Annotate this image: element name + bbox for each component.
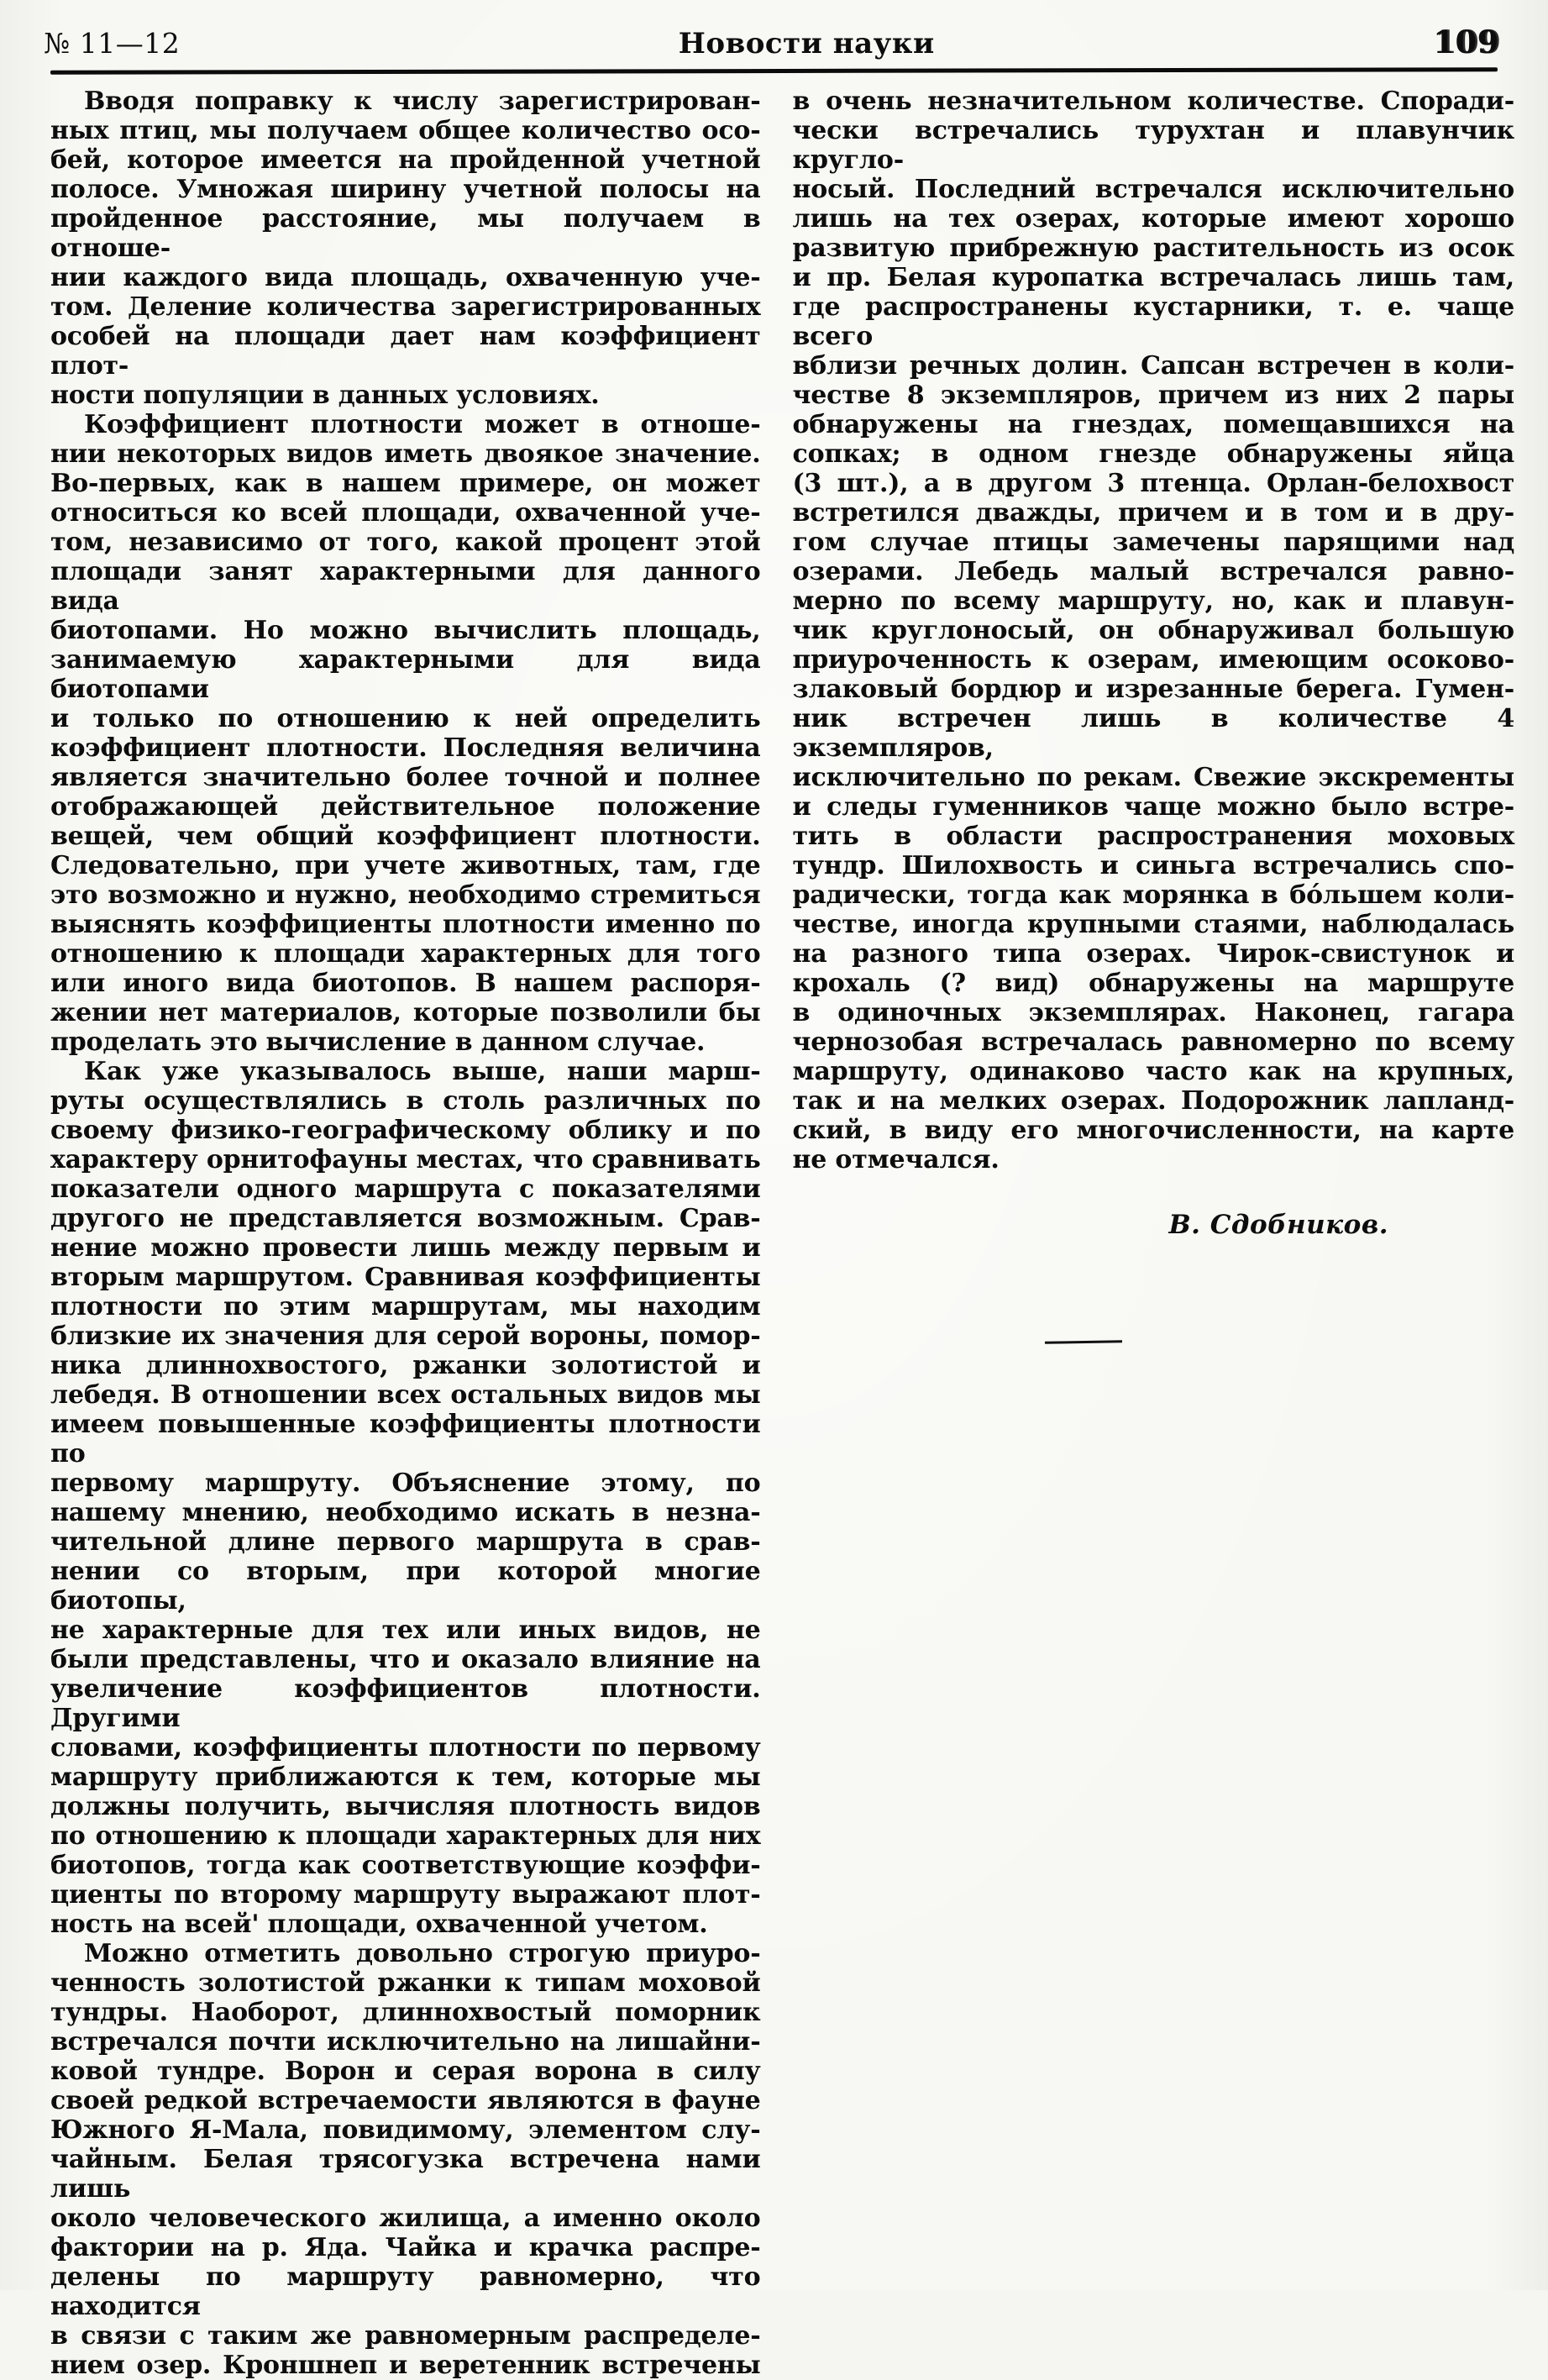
text-line: мерно по всему маршруту, но, как и плавун-	[792, 586, 1514, 616]
text-line: тундры. Наоборот, длиннохвостый поморник	[50, 1998, 761, 2027]
text-line: не отмечался.	[792, 1145, 1000, 1174]
author-signature: В. Сдобников.	[1168, 1210, 1388, 1240]
text-line: чески встречались турухтан и плавунчик кругло-	[792, 116, 1514, 175]
text-line: озерами. Лебедь малый встречался равно-	[792, 557, 1514, 586]
text-line: словами, коэффициенты плотности по первому	[50, 1733, 761, 1763]
text-line: маршруту, одинаково часто как на крупных,	[792, 1057, 1514, 1086]
text-line: своему физико-географическому облику и по	[50, 1116, 761, 1145]
text-line: крохаль (? вид) обнаружены на маршруте	[792, 969, 1514, 998]
text-line: и следы гуменников чаще можно было встре-	[792, 792, 1514, 822]
text-line: честве 8 экземпляров, причем из них 2 пары	[792, 381, 1514, 410]
text-line: по отношению к площади характерных для них	[50, 1821, 761, 1851]
text-line: Следовательно, при учете животных, там, где	[50, 851, 761, 880]
text-line: нашему мнению, необходимо искать в незна-	[50, 1498, 761, 1527]
text-line: фактории на р. Яда. Чайка и крачка распре-	[50, 2233, 761, 2262]
text-line: Во-первых, как в нашем примере, он может	[50, 469, 761, 498]
text-line: циенты по второму маршруту выражают плот-	[50, 1880, 761, 1910]
text-line: нием озер. Кроншнеп и веретенник встречены	[50, 2351, 761, 2380]
text-line: где распространены кустарники, т. е. чаще всего	[792, 292, 1514, 351]
text-line: нии некоторых видов иметь двоякое значение.	[50, 439, 761, 469]
text-line: Вводя поправку к числу зарегистрирован-	[84, 87, 761, 116]
text-line: маршруту приближаются к тем, которые мы	[50, 1763, 761, 1792]
text-line: пройденное расстояние, мы получаем в отноше-	[50, 204, 761, 263]
text-line: чернозобая встречалась равномерно по всему	[792, 1027, 1514, 1057]
paragraph	[793, 87, 1515, 1174]
text-line: в очень незначительном количестве. Споради-	[792, 87, 1514, 116]
text-line: Коэффициент плотности может в отноше-	[84, 410, 761, 439]
text-line: отображающей действительное положение	[50, 792, 761, 822]
text-line: своей редкой встречаемости являются в фауне	[50, 2086, 761, 2115]
text-line: на разного типа озерах. Чирок-свистунок и	[792, 939, 1514, 969]
text-line: вторым маршрутом. Сравнивая коэффициенты	[50, 1263, 761, 1292]
paragraph	[50, 410, 761, 1057]
text-line: характеру орнитофауны местах, что сравнивать	[50, 1145, 761, 1174]
text-line: ности популяции в данных условиях.	[50, 381, 600, 410]
paragraph	[50, 87, 761, 410]
text-line: (3 шт.), а в другом 3 птенца. Орлан-белохвост	[792, 469, 1514, 498]
text-line: сопках; в одном гнезде обнаружены яйца	[792, 439, 1514, 469]
text-line: том, независимо от того, какой процент этой	[50, 528, 761, 557]
text-line: и пр. Белая куропатка встречалась лишь там,	[792, 263, 1514, 292]
text-line: ковой тундре. Ворон и серая ворона в силу	[50, 2057, 761, 2086]
right-column	[793, 87, 1515, 2380]
text-line: занимаемую характерными для вида биотопами	[50, 645, 761, 704]
text-line: около человеческого жилища, а именно около	[50, 2204, 761, 2233]
text-line: и только по отношению к ней определить	[50, 704, 761, 733]
text-line: делены по маршруту равномерно, что находится	[50, 2262, 761, 2321]
text-line: нении со вторым, при которой многие биотопы,	[50, 1557, 761, 1616]
text-line: особей на площади дает нам коэффициент плот-	[50, 322, 761, 381]
text-line: развитую прибрежную растительность из осок	[792, 234, 1514, 263]
text-line: увеличение коэффициентов плотности. Другими	[50, 1674, 761, 1733]
text-line: не характерные для тех или иных видов, не	[50, 1616, 761, 1645]
text-line: честве, иногда крупными стаями, наблюдалась	[792, 910, 1514, 939]
text-line: имеем повышенные коэффициенты плотности по	[50, 1410, 761, 1468]
text-line: является значительно более точной и полнее	[50, 763, 761, 792]
text-line: руты осуществлялись в столь различных по	[50, 1086, 761, 1116]
paragraph	[50, 1939, 761, 2380]
text-line: показатели одного маршрута с показателями	[50, 1174, 761, 1204]
text-line: ченность золотистой ржанки к типам моховой	[50, 1968, 761, 1998]
text-line: чайным. Белая трясогузка встречена нами лишь	[50, 2145, 761, 2204]
text-line: приуроченность к озерам, имеющим осоково-	[792, 645, 1514, 675]
text-line: ных птиц, мы получаем общее количество осо-	[50, 116, 761, 145]
text-line: тундр. Шилохвость и синьга встречались спо-	[792, 851, 1514, 880]
text-line: радически, тогда как морянка в бо́льшем коли-	[792, 880, 1514, 910]
text-line: Южного Я-Мала, повидимому, элементом слу-	[50, 2115, 761, 2145]
text-line: в связи с таким же равномерным распределе-	[50, 2321, 761, 2351]
text-line: вещей, чем общий коэффициент плотности.	[50, 822, 761, 851]
text-line: отношению к площади характерных для того	[50, 939, 761, 969]
page-number: 109	[1433, 24, 1499, 60]
text-line: Как уже указывалось выше, наши марш-	[84, 1057, 761, 1086]
text-line: нение можно провести лишь между первым и	[50, 1233, 761, 1263]
text-line: чик круглоносый, он обнаруживал большую	[792, 616, 1514, 645]
left-column	[50, 87, 761, 2380]
text-line: ность на всей' площади, охваченной учетом.	[50, 1910, 708, 1939]
text-line: встречался почти исключительно на лишайни-	[50, 2027, 761, 2057]
paragraph	[50, 1057, 761, 1939]
text-line: лебедя. В отношении всех остальных видов мы	[50, 1380, 761, 1410]
text-line: ник встречен лишь в количестве 4 экземпляров,	[792, 704, 1514, 763]
text-line: вблизи речных долин. Сапсан встречен в коли-	[792, 351, 1514, 381]
text-line: или иного вида биотопов. В нашем распоря-	[50, 969, 761, 998]
text-line: другого не представляется возможным. Срав-	[50, 1204, 761, 1233]
text-line: первому маршруту. Объяснение этому, по	[50, 1468, 761, 1498]
end-rule	[1044, 1340, 1121, 1344]
text-line: полосе. Умножая ширину учетной полосы на	[50, 175, 761, 204]
text-line: площади занят характерными для данного вида	[50, 557, 761, 616]
text-line: жении нет материалов, которые позволили бы	[50, 998, 761, 1027]
text-line: ника длиннохвостого, ржанки золотистой и	[50, 1351, 761, 1380]
text-line: так и на мелких озерах. Подорожник лапланд-	[792, 1086, 1514, 1116]
issue-number: № 11—12	[44, 27, 181, 60]
text-line: коэффициент плотности. Последняя величина	[50, 733, 761, 763]
text-line: тить в области распространения моховых	[792, 822, 1514, 851]
text-line: лишь на тех озерах, которые имеют хорошо	[792, 204, 1514, 234]
article-body	[0, 73, 1548, 2380]
text-line: обнаружены на гнездах, помещавшихся на	[792, 410, 1514, 439]
journal-title: Новости науки	[678, 27, 935, 60]
text-line: том. Деление количества зарегистрированных	[50, 292, 761, 322]
page-header	[0, 0, 1548, 60]
text-line: проделать это вычисление в данном случае.	[50, 1027, 706, 1057]
text-line: встретился дважды, причем и в том и в дру-	[792, 498, 1514, 528]
text-line: были представлены, что и оказало влияние на	[50, 1645, 761, 1674]
text-line: исключительно по рекам. Свежие экскременты	[792, 763, 1514, 792]
text-line: носый. Последний встречался исключительно	[792, 175, 1514, 204]
text-line: выяснять коэффициенты плотности именно по	[50, 910, 761, 939]
text-line: ский, в виду его многочисленности, на карте	[792, 1116, 1514, 1145]
text-line: гом случае птицы замечены парящими над	[792, 528, 1514, 557]
text-line: плотности по этим маршрутам, мы находим	[50, 1292, 761, 1321]
text-line: биотопов, тогда как соответствующие коэффи-	[50, 1851, 761, 1880]
text-line: злаковый бордюр и изрезанные берега. Гумен-	[792, 675, 1514, 704]
text-line: нии каждого вида площадь, охваченную уче-	[50, 263, 761, 292]
text-line: чительной длине первого маршрута в срав-	[50, 1527, 761, 1557]
text-line: это возможно и нужно, необходимо стремиться	[50, 880, 761, 910]
text-line: относиться ко всей площади, охваченной уче-	[50, 498, 761, 528]
text-line: Можно отметить довольно строгую приуро-	[84, 1939, 761, 1968]
text-line: в одиночных экземплярах. Наконец, гагара	[792, 998, 1514, 1027]
text-line: бей, которое имеется на пройденной учетной	[50, 145, 761, 175]
text-line: должны получить, вычисляя плотность видов	[50, 1792, 761, 1821]
text-line: близкие их значения для серой вороны, помор-	[50, 1321, 761, 1351]
text-line: биотопами. Но можно вычислить площадь,	[50, 616, 761, 645]
